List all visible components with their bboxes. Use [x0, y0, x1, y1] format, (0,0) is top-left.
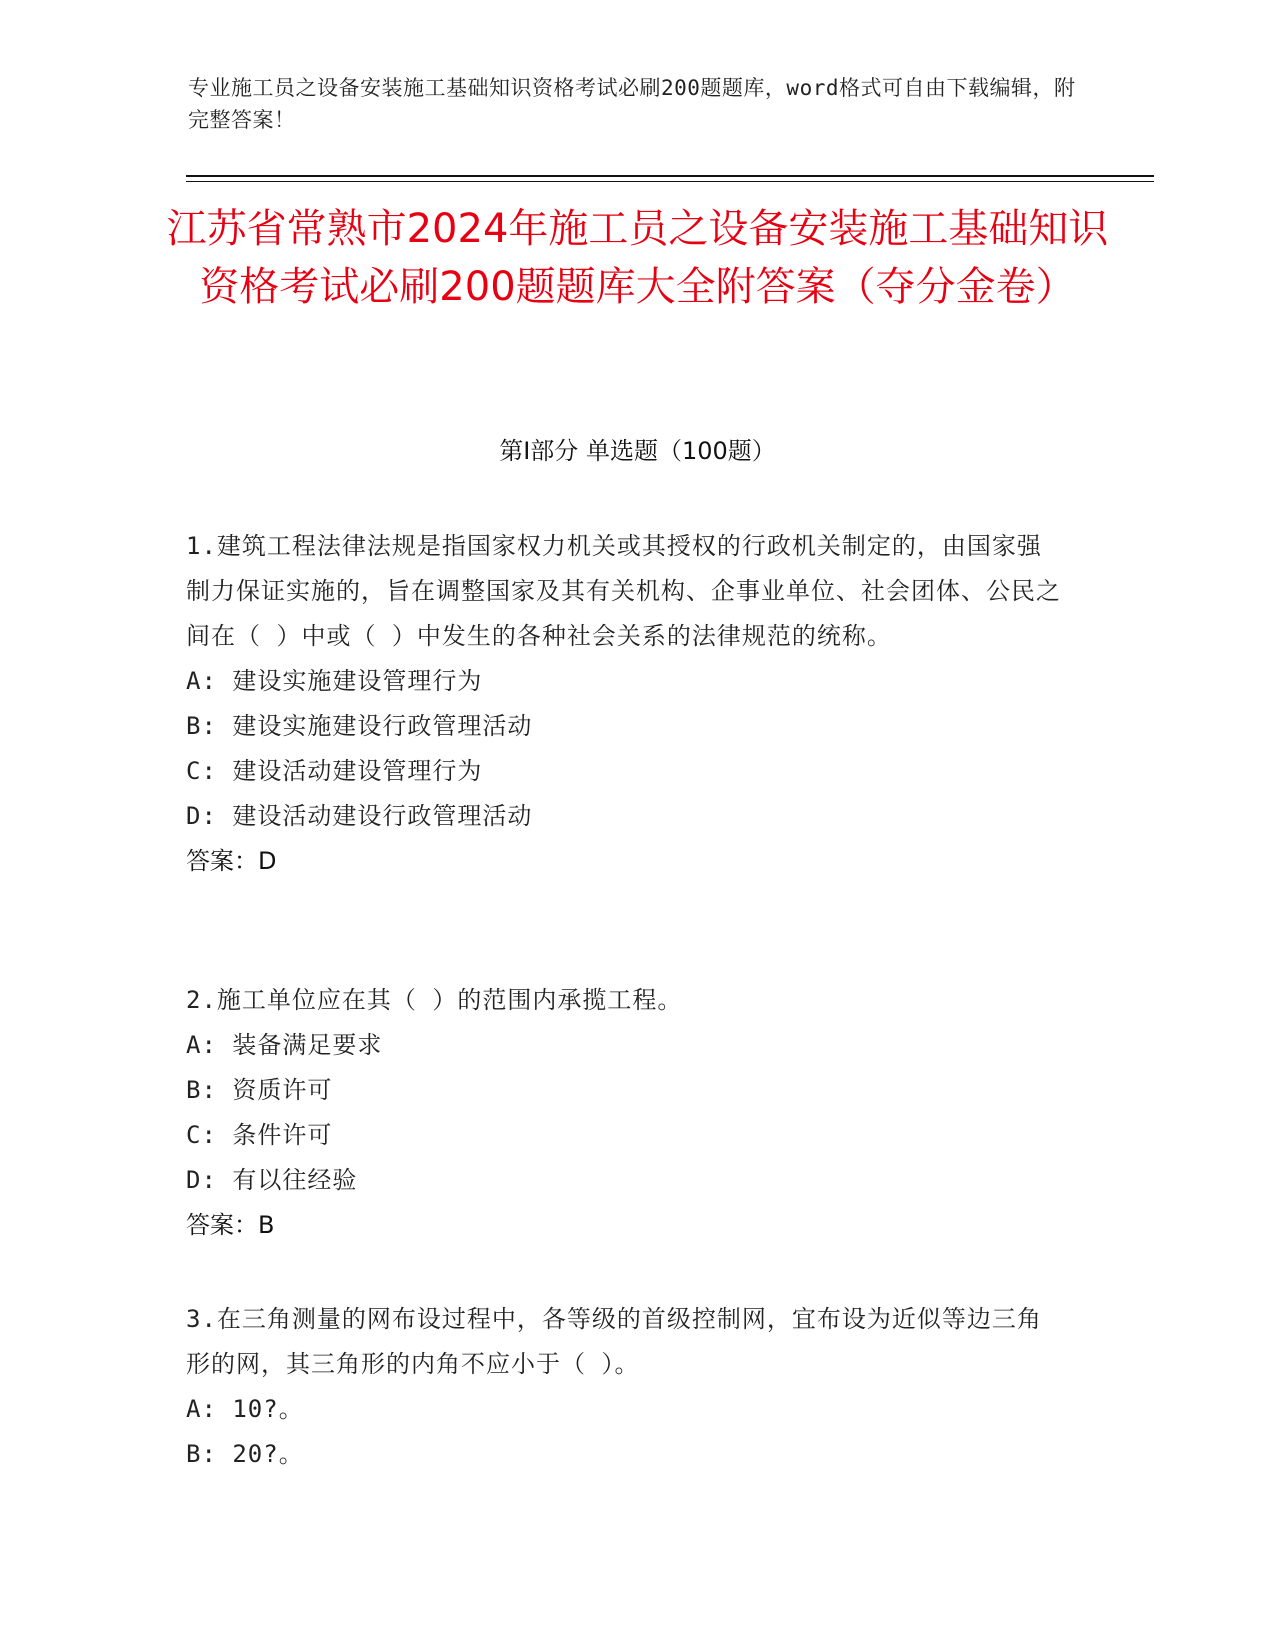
option-d: D: 建设活动建设行政管理活动 — [186, 802, 533, 830]
document-title: 江苏省常熟市2024年施工员之设备安装施工基础知识资格考试必刷200题题库大全附答案（夺分金卷） — [166, 206, 1109, 310]
option-b: B: 建设实施建设行政管理活动 — [186, 712, 533, 740]
question-stem: 3.在三角测量的网布设过程中，各等级的首级控制网，宜布设为近似等边三角形的网，其三角形的内角不应小于（ ）。 — [186, 1305, 1042, 1378]
option-b: B: 20?。 — [186, 1440, 304, 1468]
question-stem: 1.建筑工程法律法规是指国家权力机关或其授权的行政机关制定的，由国家强制力保证实施的，旨在调整国家及其有关机构、企事业单位、社会团体、公民之间在（ ）中或（ ）中发生的各种社会关系的法律规范的统称。 — [186, 532, 1061, 650]
answer: 答案：D — [186, 847, 277, 875]
option-a: A: 建设实施建设管理行为 — [186, 667, 483, 695]
question-3 — [186, 1297, 1066, 1477]
answer: 答案：B — [186, 1211, 275, 1239]
question-2 — [186, 978, 1066, 1248]
question-stem: 2.施工单位应在其（ ）的范围内承揽工程。 — [186, 986, 683, 1014]
option-b: B: 资质许可 — [186, 1076, 333, 1104]
header-divider-thick — [186, 175, 1154, 177]
question-1 — [186, 524, 1066, 884]
section-heading: 第Ⅰ部分 单选题（100题） — [499, 437, 776, 465]
header-divider-thin — [186, 181, 1154, 182]
option-d: D: 有以往经验 — [186, 1166, 358, 1194]
option-a: A: 装备满足要求 — [186, 1031, 383, 1059]
option-c: C: 条件许可 — [186, 1121, 333, 1149]
option-c: C: 建设活动建设管理行为 — [186, 757, 483, 785]
option-a: A: 10?。 — [186, 1395, 304, 1423]
header-note: 专业施工员之设备安装施工基础知识资格考试必刷200题题库，word格式可自由下载编辑，附完整答案！ — [188, 76, 1076, 132]
